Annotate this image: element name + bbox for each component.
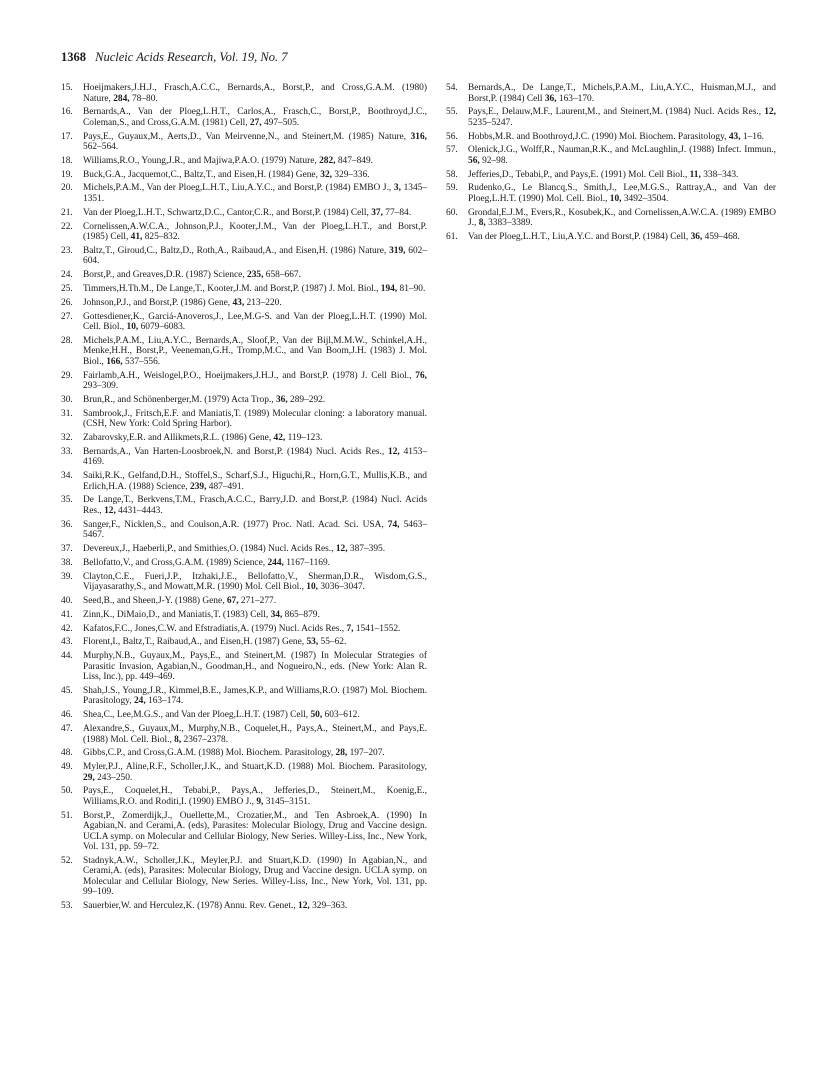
reference-number: 26.: [61, 297, 73, 308]
reference-pages: 1167–1169.: [286, 557, 331, 568]
reference-text: [83, 637, 427, 648]
reference-pages: 1–16.: [742, 131, 764, 142]
reference-citation: Sauerbier,W. and Herculez,K. (1978) Annu. Rev. Genet.,: [83, 901, 296, 912]
reference-citation: Rudenko,G., Le Blancq,S., Smith,J., Lee,M.G.S., Rattray,A., and Van der Ploeg,L.H.T. (1990) Mol. Cell. Biol.,: [468, 183, 776, 204]
reference-volume: 53,: [306, 637, 319, 648]
reference-citation: Saiki,R.K., Gelfand,D.H., Stoffel,S., Scharf,S.J., Higuchi,R., Horn,G.T., Mullis,K.B., and Erlich,H.A. (1988) Science,: [83, 471, 427, 492]
reference-entry: [61, 208, 427, 219]
page-header: [61, 50, 287, 65]
reference-volume: 12,: [335, 544, 348, 555]
reference-entry: [61, 246, 427, 267]
reference-pages: 92–98.: [482, 155, 508, 166]
reference-pages: 119–123.: [287, 433, 323, 444]
reference-number: 24.: [61, 270, 73, 281]
reference-pages: 6079–6083.: [140, 322, 186, 333]
reference-pages: 77–84.: [385, 207, 412, 218]
reference-pages: 329–363.: [312, 901, 348, 912]
reference-pages: 603–612.: [324, 710, 360, 721]
reference-number: 39.: [61, 571, 73, 582]
reference-text: [83, 724, 427, 745]
reference-volume: 36,: [690, 232, 703, 243]
reference-text: [83, 710, 427, 721]
reference-pages: 5235–5247.: [468, 117, 513, 128]
reference-text: [83, 83, 427, 104]
reference-pages: 602–604.: [83, 245, 427, 267]
reference-volume: 194,: [380, 283, 398, 294]
reference-pages: 1541–1552.: [355, 623, 401, 634]
reference-text: [83, 107, 427, 128]
reference-pages: 3145–3151.: [265, 796, 311, 807]
reference-entry: [446, 83, 776, 104]
reference-entry: [446, 132, 776, 143]
reference-entry: [61, 107, 427, 128]
reference-number: 36.: [61, 519, 73, 530]
reference-entry: [61, 83, 427, 104]
reference-number: 28.: [61, 335, 73, 346]
reference-pages: 163–170.: [558, 93, 595, 104]
reference-entry: [61, 183, 427, 204]
reference-text: [83, 856, 427, 898]
reference-volume: 12,: [388, 446, 400, 457]
reference-text: [468, 132, 776, 143]
reference-pages: 78–80.: [131, 93, 158, 104]
reference-pages: 1345–1351.: [83, 183, 428, 204]
reference-number: 45.: [61, 685, 73, 696]
reference-entry: [61, 624, 427, 635]
reference-volume: 36,: [275, 394, 288, 405]
reference-pages: 4153–4169.: [83, 446, 427, 468]
reference-number: 16.: [61, 107, 73, 118]
reference-pages: 865–879.: [284, 609, 320, 620]
reference-number: 17.: [61, 131, 73, 142]
reference-volume: 12,: [298, 901, 310, 912]
reference-text: [83, 156, 427, 167]
reference-text: [83, 624, 427, 635]
reference-entry: [61, 222, 427, 243]
reference-pages: 3383–3389.: [488, 218, 533, 229]
reference-text: [468, 170, 776, 181]
reference-entry: [61, 572, 427, 593]
reference-citation: Seed,B., and Sheen,J-Y. (1988) Gene,: [83, 595, 225, 606]
reference-volume: 10,: [306, 582, 319, 593]
reference-number: 29.: [61, 370, 73, 381]
reference-pages: 2367–2378.: [183, 734, 229, 745]
reference-pages: 497–505.: [263, 117, 300, 128]
reference-text: [468, 107, 776, 128]
reference-citation: Cornelissen,A.W.C.A., Johnson,P.J., Kooter,J.M., Van der Ploeg,L.H.T., and Borst,P. (1985) Cell,: [83, 221, 427, 243]
reference-number: 18.: [61, 155, 73, 166]
reference-text: [83, 284, 427, 295]
reference-citation: Bernards,A., Van der Ploeg,L.H.T., Carlos,A., Frasch,C., Borst,P., Boothroyd,J.C., Coleman,S., and Cross,G.A.M. (1981) Cell,: [83, 107, 427, 128]
reference-entry: [61, 901, 427, 912]
reference-citation: Clayton,C.E., Fueri,J.P., Itzhaki,J.E., Bellofatto,V., Sherman,D.R., Wisdom,G.S., Vijayasarathy,S., and Mowatt,M.R. (1990) Mol. Cell Biol.,: [83, 571, 427, 593]
reference-entry: [61, 637, 427, 648]
reference-text: [83, 901, 427, 912]
reference-citation: Shah,J.S., Young,J.R., Kimmel,B.E., James,K.P., and Williams,R.O. (1987) Mol. Biochem. Parasitology,: [83, 685, 427, 707]
reference-pages: 658–667.: [265, 270, 301, 281]
reference-citation: Fairlamb,A.H., Weislogel,P.O., Hoeijmakers,J.H.J., and Borst,P. (1978) J. Cell Biol.,: [83, 370, 412, 381]
reference-number: 27.: [61, 311, 73, 322]
reference-volume: 10,: [609, 193, 622, 204]
reference-number: 55.: [446, 107, 458, 118]
reference-entry: [446, 107, 776, 128]
reference-citation: Bernards,A., Van Harten-Loosbroek,N. and Borst,P. (1984) Nucl. Acids Res.,: [83, 446, 385, 457]
reference-volume: 41,: [130, 232, 143, 243]
reference-number: 40.: [61, 595, 73, 606]
reference-text: [83, 558, 427, 569]
reference-number: 15.: [61, 83, 73, 93]
reference-citation: Pays,E., Guyaux,M., Aerts,D., Van Meirvenne,N., and Steinert,M. (1985) Nature,: [83, 131, 407, 142]
reference-text: [83, 170, 427, 181]
reference-number: 20.: [61, 183, 73, 194]
reference-text: [83, 433, 427, 444]
reference-citation: Gottesdiener,K., Garciá-Anoveros,J., Lee,M.G-S. and Van der Ploeg,L.H.T. (1990) Mol. Cell. Biol.,: [83, 311, 427, 333]
reference-citation: Williams,R.O., Young,J.R., and Majiwa,P.A.O. (1979) Nature,: [83, 155, 317, 166]
reference-citation: Michels,P.A.M., Van der Ploeg,L.H.T., Liu,A.Y.C., and Borst,P. (1984) EMBO J.,: [83, 183, 392, 194]
reference-number: 32.: [61, 433, 73, 444]
reference-entry: [61, 724, 427, 745]
reference-volume: 3,: [393, 183, 401, 194]
reference-text: [83, 748, 427, 759]
reference-citation: Florent,I., Baltz,T., Raibaud,A., and Eisen,H. (1987) Gene,: [83, 637, 305, 648]
reference-citation: Alexandre,S., Guyaux,M., Murphy,N.B., Coquelet,H., Pays,A., Steinert,M., and Pays,E. (1988) Mol. Cell. Biol.,: [83, 724, 427, 745]
reference-entry: [61, 298, 427, 309]
reference-text: [83, 686, 427, 707]
reference-pages: 387–395.: [349, 544, 386, 555]
reference-entry: [61, 544, 427, 555]
reference-citation: Hobbs,M.R. and Boothroyd,J.C. (1990) Mol. Biochem. Parasitology,: [468, 131, 727, 142]
reference-citation: Bellofatto,V., and Cross,G.A.M. (1989) Science,: [83, 557, 266, 568]
reference-pages: 293–309.: [83, 381, 119, 392]
reference-text: [83, 208, 427, 219]
reference-text: [83, 246, 427, 267]
reference-volume: 67,: [226, 595, 239, 606]
reference-pages: 459–468.: [704, 232, 740, 243]
reference-number: 58.: [446, 169, 458, 180]
reference-volume: 235,: [247, 270, 264, 281]
reference-volume: 12,: [104, 505, 116, 516]
reference-citation: Bernards,A., De Lange,T., Michels,P.A.M., Liu,A.Y.C., Huisman,M.J., and Borst,P. (1984) Cell: [468, 83, 776, 104]
reference-volume: 28,: [335, 748, 348, 759]
reference-text: [83, 132, 427, 153]
reference-pages: 487–491.: [208, 481, 244, 492]
reference-number: 21.: [61, 207, 73, 218]
reference-number: 30.: [61, 394, 73, 405]
reference-number: 37.: [61, 544, 73, 555]
reference-entry: [61, 786, 427, 807]
reference-entry: [61, 495, 427, 516]
reference-citation: Baltz,T., Giroud,C., Baltz,D., Roth,A., Raibaud,A., and Eisen,H. (1986) Nature,: [83, 245, 387, 256]
reference-citation: Shea,C., Lee,M.G.S., and Van der Ploeg,L.H.T. (1987) Cell,: [83, 710, 309, 721]
reference-pages: 4431–4443.: [118, 505, 163, 516]
reference-volume: 74,: [387, 519, 400, 530]
reference-number: 48.: [61, 748, 73, 759]
reference-entry: [61, 558, 427, 569]
reference-pages: 562–564.: [83, 142, 119, 153]
reference-text: [83, 610, 427, 621]
reference-text: [83, 447, 427, 468]
reference-entry: [61, 132, 427, 153]
reference-volume: 34,: [270, 609, 283, 620]
reference-entry: [446, 208, 776, 229]
reference-citation: Stadnyk,A.W., Scholler,J.K., Meyler,P.J. and Stuart,K.D. (1990) In Agabian,N., and Cerami,A. (eds), Parasites: Molecular Biology, Drug and Vaccine design. UCLA symp. on Molecular and Cellular Biology, New Series. Willey-Liss, Inc., New York, Vol. 131, pp. 99–109.: [83, 855, 427, 898]
reference-number: 50.: [61, 786, 73, 797]
reference-pages: 3492–3504.: [623, 193, 669, 204]
reference-citation: Grondal,E.J.M., Evers,R., Kosubek,K., and Cornelissen,A.W.C.A. (1989) EMBO J.,: [468, 207, 776, 229]
reference-text: [83, 312, 427, 333]
reference-entry: [61, 170, 427, 181]
reference-pages: 338–343.: [703, 169, 739, 180]
reference-volume: 11,: [689, 169, 701, 180]
reference-text: [83, 409, 427, 430]
reference-text: [468, 232, 776, 243]
reference-entry: [61, 686, 427, 707]
reference-number: 34.: [61, 471, 73, 482]
reference-text: [83, 762, 427, 783]
reference-number: 56.: [446, 131, 458, 142]
journal-title: Nucleic Acids Research, Vol. 19, No. 7: [95, 50, 288, 64]
reference-citation: Sanger,F., Nicklen,S., and Coulson,A.R. (1977) Proc. Natl. Acad. Sci. USA,: [83, 519, 384, 530]
reference-number: 41.: [61, 609, 73, 620]
reference-number: 42.: [61, 623, 73, 634]
reference-text: [83, 495, 427, 516]
reference-number: 25.: [61, 283, 73, 294]
reference-pages: 55–62.: [320, 637, 347, 648]
page-number: 1368: [61, 50, 86, 64]
reference-volume: 239,: [190, 481, 207, 492]
reference-citation: Murphy,N.B., Guyaux,M., Pays,E., and Steinert,M. (1987) In Molecular Strategies of Parasitic Invasion, Agabian,N., Goodman,H., and Nogueiro,N., eds. (New York: Alan R. Liss, Inc.), pp. 449–469.: [83, 651, 427, 683]
reference-pages: 847–849.: [337, 155, 373, 166]
reference-volume: 8,: [478, 218, 486, 229]
reference-citation: Michels,P.A.M., Liu,A.Y.C., Bernards,A., Sloof,P., Van der Bijl,M.M.W., Schinkel,A.H., Menke,H.H., Borst,P., Veeneman,G.H., Tromp,M.C., and Van Boom,J.H. (1983) J. Mol. Biol.,: [83, 335, 427, 367]
reference-number: 19.: [61, 169, 73, 180]
reference-volume: 166,: [106, 356, 123, 367]
reference-pages: 271–277.: [240, 595, 277, 606]
reference-citation: Myler,P.J., Aline,R.F., Scholler,J.K., and Stuart,K.D. (1988) Mol. Biochem. Parasitology,: [83, 762, 427, 773]
reference-entry: [61, 651, 427, 683]
reference-entry: [61, 371, 427, 392]
reference-citation: Sambrook,J., Fritsch,E.F. and Maniatis,T. (1989) Molecular cloning: a laboratory manual. (CSH, New York: Cold Spring Harbor).: [83, 408, 427, 430]
reference-citation: Borst,P., and Greaves,D.R. (1987) Science,: [83, 270, 245, 281]
reference-citation: Pays,E., Delauw,M.F., Laurent,M., and Steinert,M. (1984) Nucl. Acids Res.,: [468, 107, 762, 118]
reference-citation: Johnson,P.J., and Borst,P. (1986) Gene,: [83, 297, 231, 308]
reference-number: 31.: [61, 408, 73, 419]
reference-volume: 10,: [126, 322, 139, 333]
reference-volume: 56,: [468, 155, 480, 166]
reference-pages: 5463–5467.: [83, 519, 428, 541]
reference-citation: Kafatos,F.C., Jones,C.W. and Efstradiatis,A. (1979) Nucl. Acids Res.,: [83, 623, 345, 634]
reference-text: [83, 520, 427, 541]
reference-number: 49.: [61, 762, 73, 773]
reference-entry: [61, 811, 427, 853]
reference-citation: Timmers,H.Th.M., De Lange,T., Kooter,J.M. and Borst,P. (1987) J. Mol. Biol.,: [83, 283, 379, 294]
reference-entry: [61, 336, 427, 368]
reference-volume: 43,: [232, 297, 245, 308]
reference-text: [83, 395, 427, 406]
reference-number: 35.: [61, 495, 73, 506]
reference-citation: De Lange,T., Berkvens,T.M., Frasch,A.C.C., Barry,J.D. and Borst,P. (1984) Nucl. Acids Res.,: [83, 495, 427, 516]
reference-number: 57.: [446, 145, 458, 156]
reference-number: 47.: [61, 724, 73, 734]
reference-pages: 213–220.: [246, 297, 282, 308]
reference-entry: [446, 145, 776, 166]
reference-pages: 537–556.: [124, 356, 161, 367]
reference-volume: 282,: [319, 155, 336, 166]
reference-volume: 7,: [346, 623, 354, 634]
reference-entry: [61, 762, 427, 783]
reference-number: 52.: [61, 855, 73, 866]
reference-entry: [61, 596, 427, 607]
reference-number: 53.: [61, 901, 73, 912]
reference-citation: Pays,E., Coquelet,H., Tebabi,P., Pays,A., Jefferies,D., Steinert,M., Koenig,E., Williams,R.O. and Roditi,I. (1990) EMBO J.,: [83, 786, 427, 807]
reference-citation: Zinn,K., DiMaio,D., and Maniatis,T. (1983) Cell,: [83, 609, 269, 620]
reference-pages: 197–207.: [349, 748, 385, 759]
reference-number: 54.: [446, 83, 458, 93]
reference-number: 23.: [61, 245, 73, 256]
reference-text: [83, 544, 427, 555]
reference-text: [468, 145, 776, 166]
reference-entry: [61, 284, 427, 295]
reference-text: [83, 596, 427, 607]
reference-text: [468, 83, 776, 104]
reference-citation: Jefferies,D., Tebabi,P., and Pays,E. (1991) Mol. Cell Biol.,: [468, 169, 688, 180]
reference-number: 44.: [61, 651, 73, 662]
reference-text: [83, 183, 427, 204]
reference-number: 33.: [61, 446, 73, 457]
reference-volume: 29,: [83, 772, 95, 783]
reference-text: [83, 222, 427, 243]
reference-pages: 163–174.: [148, 696, 184, 707]
reference-text: [83, 270, 427, 281]
reference-number: 38.: [61, 557, 73, 568]
reference-entry: [61, 856, 427, 898]
reference-pages: 825–832.: [144, 232, 180, 243]
reference-volume: 244,: [267, 557, 284, 568]
reference-volume: 37,: [371, 207, 383, 218]
reference-volume: 50,: [310, 710, 323, 721]
reference-volume: 27,: [249, 117, 262, 128]
reference-number: 46.: [61, 710, 73, 721]
reference-volume: 12,: [764, 107, 777, 118]
reference-entry: [61, 312, 427, 333]
reference-entry: [446, 183, 776, 204]
reference-citation: Zabarovsky,E.R. and Allikmets,R.L. (1986) Gene,: [83, 433, 272, 444]
reference-volume: 76,: [415, 370, 428, 381]
reference-volume: 8,: [174, 734, 182, 745]
reference-text: [83, 336, 427, 368]
reference-number: 43.: [61, 637, 73, 648]
reference-entry: [61, 395, 427, 406]
reference-volume: 42,: [273, 433, 286, 444]
reference-entry: [61, 710, 427, 721]
reference-number: 22.: [61, 221, 73, 232]
reference-entry: [61, 748, 427, 759]
reference-citation: Brun,R., and Schönenberger,M. (1979) Acta Trop.,: [83, 394, 274, 405]
reference-text: [83, 651, 427, 683]
reference-volume: 32,: [320, 169, 332, 180]
reference-entry: [61, 447, 427, 468]
reference-volume: 284,: [113, 93, 130, 104]
reference-citation: Borst,P., Zomerdijk,J., Ouellette,M., Crozatier,M., and Ten Asbroek,A. (1990) In Agabian,N. and Cerami,A. (eds), Parasites: Molecular Biology, Drug and Vaccine design. UCLA symp. on Molecular and Cellular Biology, New Series. Willey-Liss, Inc., New York, Vol. 131, pp. 59–72.: [83, 810, 427, 853]
reference-text: [83, 811, 427, 853]
reference-number: 61.: [446, 232, 458, 243]
reference-number: 59.: [446, 183, 458, 194]
reference-text: [83, 371, 427, 392]
references-right-column: [446, 83, 776, 246]
reference-citation: Hoeijmakers,J.H.J., Frasch,A.C.C., Bernards,A., Borst,P., and Cross,G.A.M. (1980) Nature,: [83, 83, 427, 104]
reference-entry: [446, 232, 776, 243]
reference-text: [83, 572, 427, 593]
reference-volume: 316,: [410, 131, 428, 142]
reference-entry: [61, 433, 427, 444]
reference-pages: 243–250.: [97, 772, 133, 783]
reference-entry: [61, 270, 427, 281]
reference-entry: [61, 471, 427, 492]
reference-citation: Van der Ploeg,L.H.T., Liu,A.Y.C. and Borst,P. (1984) Cell,: [468, 232, 689, 243]
reference-pages: 81–90.: [399, 283, 426, 294]
reference-volume: 24,: [133, 696, 146, 707]
reference-volume: 9,: [256, 796, 264, 807]
reference-pages: 289–292.: [290, 394, 326, 405]
reference-text: [468, 183, 776, 204]
reference-citation: Van der Ploeg,L.H.T., Schwartz,D.C., Cantor,C.R., and Borst,P. (1984) Cell,: [83, 207, 369, 218]
reference-entry: [61, 156, 427, 167]
reference-text: [83, 471, 427, 492]
reference-number: 60.: [446, 207, 458, 218]
reference-entry: [61, 610, 427, 621]
reference-pages: 329–336.: [334, 169, 370, 180]
reference-text: [468, 208, 776, 229]
reference-citation: Devereux,J., Haeberli,P., and Smithies,O. (1984) Nucl. Acids Res.,: [83, 544, 334, 555]
reference-text: [83, 786, 427, 807]
reference-entry: [61, 409, 427, 430]
reference-volume: 319,: [389, 245, 406, 256]
reference-number: 51.: [61, 810, 73, 821]
reference-citation: Gibbs,C.P., and Cross,G.A.M. (1988) Mol. Biochem. Parasitology,: [83, 748, 334, 759]
reference-entry: [61, 520, 427, 541]
reference-citation: Olenick,J.G., Wolff,R., Nauman,R.K., and McLaughlin,J. (1988) Infect. Immun.,: [468, 145, 776, 156]
reference-pages: 3036–3047.: [320, 582, 365, 593]
reference-volume: 36,: [544, 93, 557, 104]
reference-citation: Buck,G.A., Jacquemot,C., Baltz,T., and Eisen,H. (1984) Gene,: [83, 169, 318, 180]
reference-text: [83, 298, 427, 309]
references-left-column: [61, 83, 427, 915]
reference-volume: 43,: [728, 131, 741, 142]
reference-entry: [446, 170, 776, 181]
